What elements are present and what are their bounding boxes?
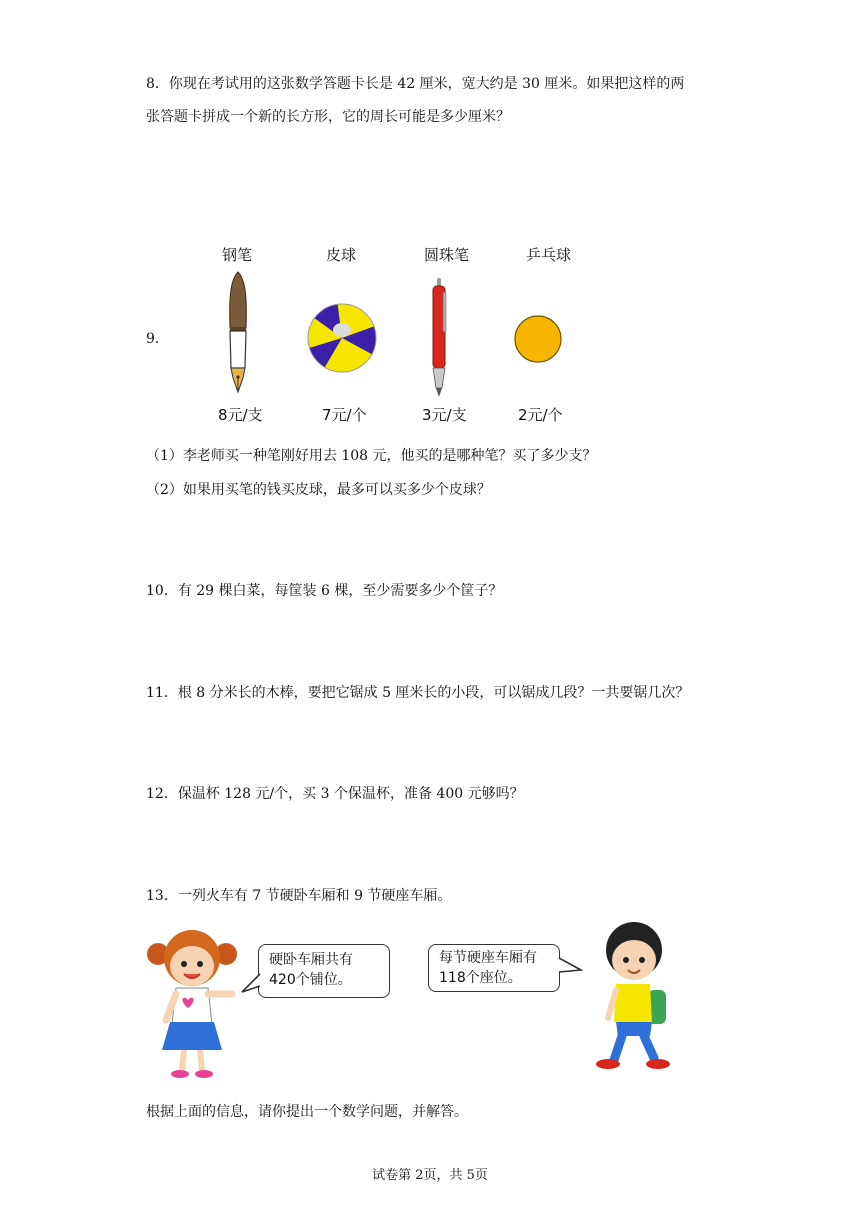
q13-prompt: 根据上面的信息，请你提出一个数学问题，并解答。 [146, 1104, 468, 1120]
girl-illustration [140, 924, 250, 1080]
item-label-ballpoint-pen: 圆珠笔 [424, 246, 470, 264]
fountain-pen-icon [222, 270, 254, 396]
price-ball: 7元/个 [322, 406, 367, 424]
item-label-ping-pong: 乒乓球 [526, 246, 572, 264]
ping-pong-ball-icon [513, 314, 563, 364]
q9-number: 9． [146, 331, 169, 347]
girl-speech-bubble [258, 944, 390, 998]
item-label-ball: 皮球 [326, 246, 357, 264]
boy-bubble-line1: 每节硬座车厢有 [439, 950, 537, 966]
ball-icon [306, 302, 378, 374]
price-ping-pong: 2元/个 [518, 406, 563, 424]
q9-sub1: （1）李老师买一种笔刚好用去 108 元，他买的是哪种笔？买了多少支？ [146, 448, 597, 464]
q8-line1: 8．你现在考试用的这张数学答题卡长是 42 厘米，宽大约是 30 厘米。如果把这样的两 [146, 76, 685, 92]
price-ballpoint-pen: 3元/支 [422, 406, 467, 424]
item-label-fountain-pen: 钢笔 [222, 246, 253, 264]
boy-illustration [586, 918, 682, 1074]
boy-speech-bubble [428, 944, 560, 992]
q8-line2: 张答题卡拼成一个新的长方形，它的周长可能是多少厘米？ [146, 109, 510, 125]
q13-text: 13．一列火车有 7 节硬卧车厢和 9 节硬座车厢。 [146, 888, 452, 904]
boy-bubble-line2: 118个座位。 [439, 970, 522, 986]
girl-bubble-tail [240, 972, 262, 996]
q9-sub2: （2）如果用买笔的钱买皮球，最多可以买多少个皮球？ [146, 482, 491, 498]
girl-bubble-line2: 420个铺位。 [269, 972, 352, 988]
price-fountain-pen: 8元/支 [218, 406, 263, 424]
q10-text: 10．有 29 棵白菜，每筐装 6 棵，至少需要多少个筐子？ [146, 583, 503, 599]
ballpoint-pen-icon [426, 276, 452, 400]
q12-text: 12．保温杯 128 元/个，买 3 个保温杯，准备 400 元够吗？ [146, 786, 524, 802]
boy-bubble-tail [557, 956, 583, 978]
page-footer: 试卷第 2页，共 5页 [372, 1168, 488, 1183]
girl-bubble-line1: 硬卧车厢共有 [269, 952, 353, 968]
q11-text: 11．根 8 分米长的木棒，要把它锯成 5 厘米长的小段，可以锯成几段？一共要锯几次？ [146, 685, 690, 701]
